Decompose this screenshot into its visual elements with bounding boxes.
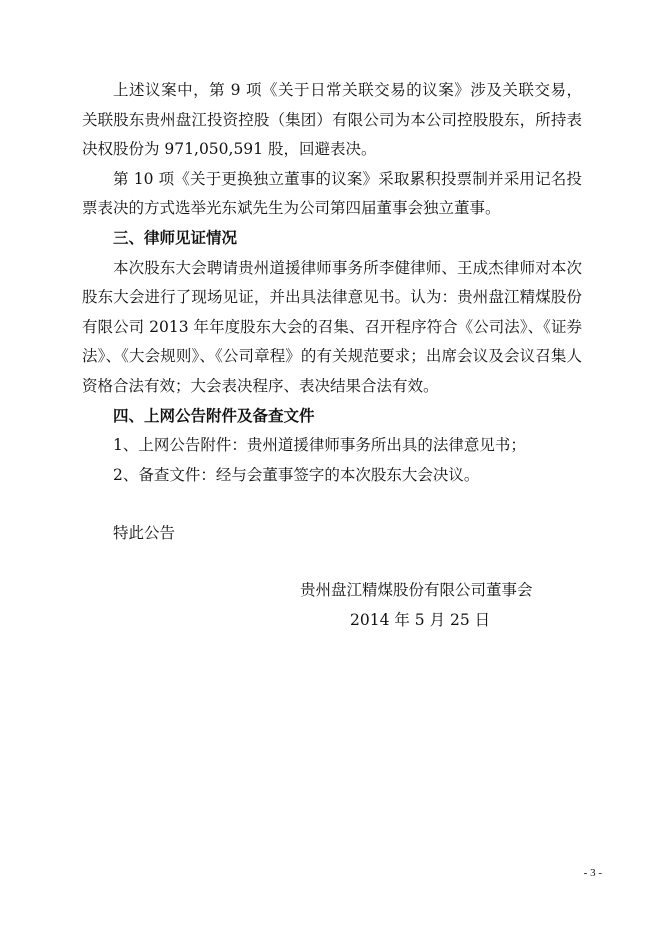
- attachment-item-1: 1、上网公告附件：贵州道援律师事务所出具的法律意见书；: [113, 436, 526, 455]
- paragraph-lawyer-opinion: 本次股东大会聘请贵州道援律师事务所李健律师、王成杰律师对本次股东大会进行了现场见证，并出具法律意见书。认为：贵州盘江精煤股份有限公司 2013 年年度股东大会的召集、召开程序符合《公司法》、《证券法》、《大会规则》、《公司章程》的有关规范要求；出席会议及会议召集人资格合法有效；大会表决程序、表决结果合法有效。: [82, 258, 582, 395]
- signature-block: [300, 576, 600, 635]
- spacer: [82, 490, 582, 519]
- signature-date: 2014 年 5 月 25 日: [350, 610, 491, 629]
- section-heading-attachments: 四、上网公告附件及备查文件: [113, 406, 315, 425]
- paragraph-related-transaction: 上述议案中，第 9 项《关于日常关联交易的议案》涉及关联交易，关联股东贵州盘江投资控股（集团）有限公司为本公司控股股东，所持表决权股份为 971,050,591 股，回避表决。: [82, 81, 582, 159]
- page-number: - 3 -: [583, 867, 602, 879]
- signature-company: 贵州盘江精煤股份有限公司董事会: [300, 581, 533, 599]
- closing-notice: 特此公告: [113, 524, 176, 543]
- section-heading-lawyer: 三、律师见证情况: [113, 228, 238, 247]
- document-body: [82, 76, 582, 549]
- attachment-item-2: 2、备查文件：经与会董事签字的本次股东大会决议。: [113, 465, 480, 484]
- paragraph-independent-director: 第 10 项《关于更换独立董事的议案》采取累积投票制并采用记名投票表决的方式选举光东斌先生为公司第四届董事会独立董事。: [82, 169, 582, 218]
